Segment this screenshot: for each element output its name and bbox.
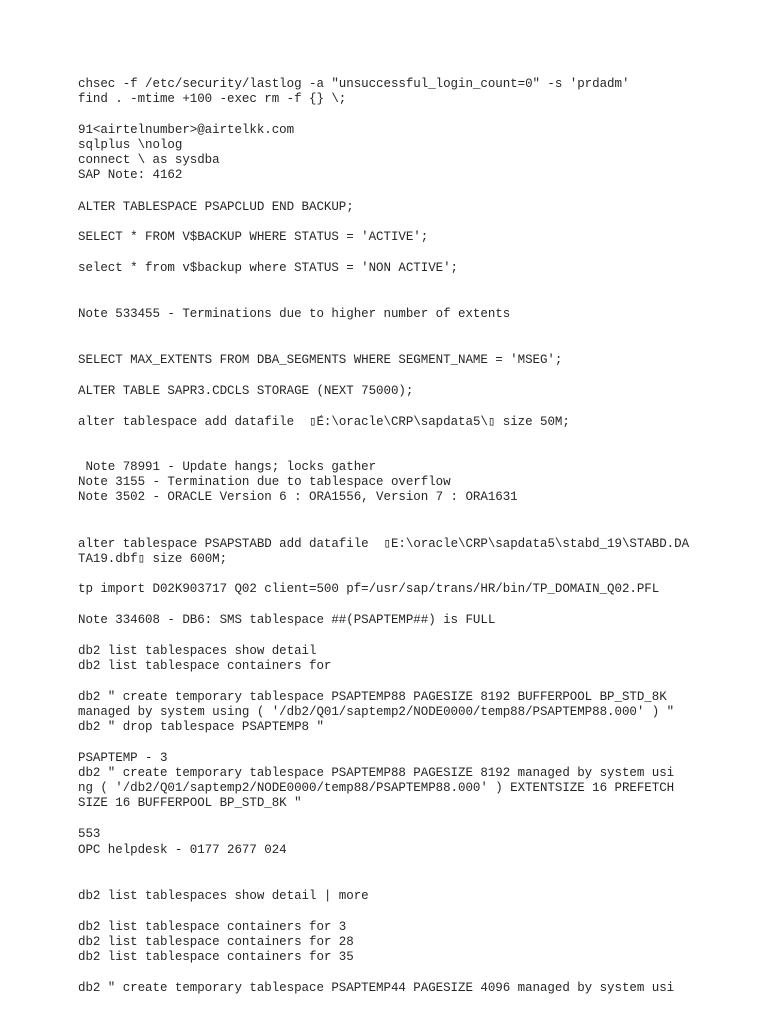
- text-line: ALTER TABLESPACE PSAPCLUD END BACKUP;: [78, 200, 354, 214]
- text-line: connect \ as sysdba: [78, 153, 220, 167]
- text-line: Note 533455 - Terminations due to higher number of extents: [78, 307, 511, 321]
- text-line: tp import D02K903717 Q02 client=500 pf=/usr/sap/trans/HR/bin/TP_DOMAIN_Q02.PFL: [78, 582, 660, 596]
- text-line: ng ( '/db2/Q01/saptemp2/NODE0000/temp88/PSAPTEMP88.000' ) EXTENTSIZE 16 PREFETCH: [78, 781, 675, 795]
- text-line: alter tablespace add datafile ▯́E:\oracle\CRP\sapdata5\▯ size 50M;: [78, 415, 570, 429]
- text-line: OPC helpdesk - 0177 2677 024: [78, 843, 287, 857]
- text-line: db2 " drop tablespace PSAPTEMP8 ": [78, 720, 324, 734]
- text-line: SAP Note: 4162: [78, 168, 183, 182]
- text-line: db2 list tablespace containers for 28: [78, 935, 354, 949]
- text-line: Note 334608 - DB6: SMS tablespace ##(PSAPTEMP##) is FULL: [78, 613, 496, 627]
- text-line: managed by system using ( '/db2/Q01/saptemp2/NODE0000/temp88/PSAPTEMP88.000' ) ": [78, 705, 675, 719]
- text-line: db2 " create temporary tablespace PSAPTEMP88 PAGESIZE 8192 BUFFERPOOL BP_STD_8K: [78, 690, 667, 704]
- text-line: db2 " create temporary tablespace PSAPTEMP88 PAGESIZE 8192 managed by system usi: [78, 766, 675, 780]
- text-line: Note 3502 - ORACLE Version 6 : ORA1556, Version 7 : ORA1631: [78, 490, 518, 504]
- text-line: ALTER TABLE SAPR3.CDCLS STORAGE (NEXT 75000);: [78, 384, 414, 398]
- text-line: find . -mtime +100 -exec rm -f {} \;: [78, 92, 347, 106]
- text-line: sqlplus \nolog: [78, 138, 183, 152]
- text-line: db2 list tablespaces show detail: [78, 644, 317, 658]
- text-line: Note 3155 - Termination due to tablespace overflow: [78, 475, 451, 489]
- text-line: SELECT MAX_EXTENTS FROM DBA_SEGMENTS WHERE SEGMENT_NAME = 'MSEG';: [78, 353, 563, 367]
- text-line: db2 list tablespace containers for 3: [78, 920, 347, 934]
- text-line: db2 list tablespace containers for: [78, 659, 332, 673]
- text-line: 553: [78, 827, 101, 841]
- text-line: db2 " create temporary tablespace PSAPTEMP44 PAGESIZE 4096 managed by system usi: [78, 981, 675, 995]
- text-line: TA19.dbf▯ size 600M;: [78, 552, 228, 566]
- text-line: chsec -f /etc/security/lastlog -a "unsuccessful_login_count=0" -s 'prdadm': [78, 77, 630, 91]
- text-line: select * from v$backup where STATUS = 'NON ACTIVE';: [78, 261, 459, 275]
- text-line: db2 list tablespace containers for 35: [78, 950, 354, 964]
- text-line: SELECT * FROM V$BACKUP WHERE STATUS = 'ACTIVE';: [78, 230, 429, 244]
- text-line: db2 list tablespaces show detail | more: [78, 889, 369, 903]
- text-line: Note 78991 - Update hangs; locks gather: [78, 460, 377, 474]
- text-line: 91<airtelnumber>@airtelkk.com: [78, 123, 295, 137]
- text-line: alter tablespace PSAPSTABD add datafile ▯E:\oracle\CRP\sapdata5\stabd_19\STABD.DA: [78, 537, 690, 551]
- text-line: SIZE 16 BUFFERPOOL BP_STD_8K ": [78, 796, 302, 810]
- text-line: PSAPTEMP - 3: [78, 751, 168, 765]
